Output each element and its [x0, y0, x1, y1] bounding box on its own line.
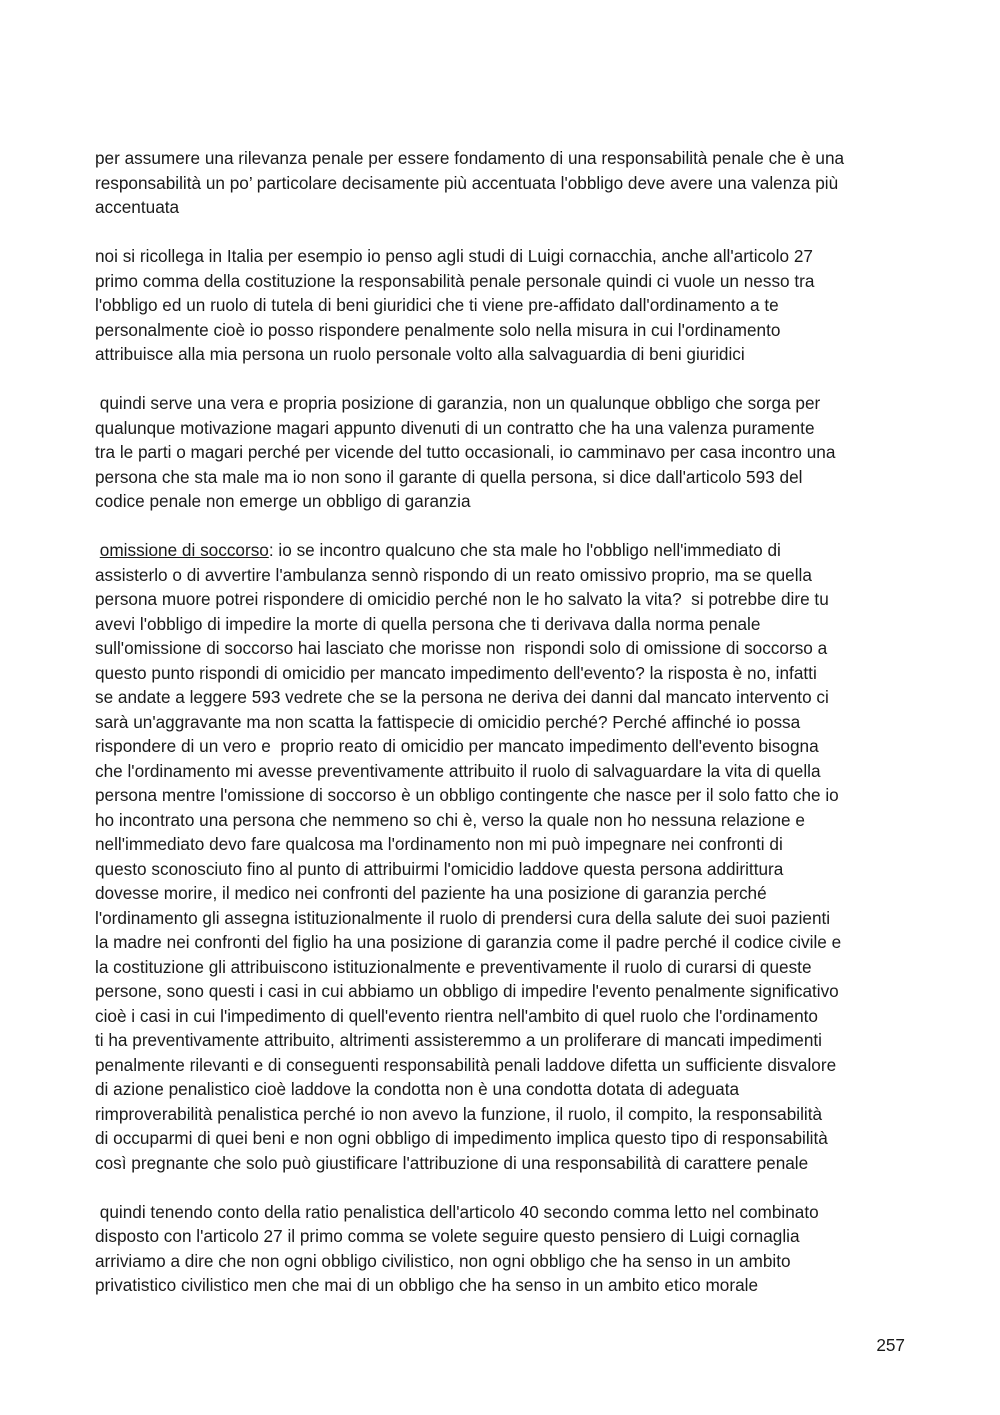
text-line: assisterlo o di avvertire l'ambulanza sennò rispondo di un reato omissivo proprio, ma se quella: [95, 564, 812, 585]
text-line: l'obbligo ed un ruolo di tutela di beni giuridici che ti viene pre-affidato dall'ordinamento a te: [95, 295, 779, 315]
text-line: l'ordinamento gli assegna istituzionalmente il ruolo di prendersi cura della salute dei suoi pazienti: [95, 907, 831, 928]
text-line: [95, 538, 910, 563]
text-line: dovesse morire, il medico nei confronti del paziente ha una posizione di garanzia perché: [95, 883, 767, 903]
text-line: persona mentre l'omissione di soccorso è un obbligo contingente che nasce per il solo fatto che io: [95, 785, 839, 805]
text-line: responsabilità un po’ particolare decisamente più accentuata l'obbligo deve avere una valenza più: [95, 172, 839, 193]
text-line: privatistico civilistico men che mai di un obbligo che ha senso in un ambito etico morale: [95, 1275, 759, 1295]
page-body: [95, 146, 910, 1322]
text-line: se andate a leggere 593 vedrete che se la persona ne deriva dei danni dal mancato intervento ci: [95, 687, 829, 707]
text-line: così pregnante che solo può giustificare l'attribuzione di una responsabilità di carattere penale: [95, 1152, 809, 1173]
paragraph-5: [95, 1200, 910, 1298]
paragraph-1: [95, 146, 910, 220]
section-heading-omissione-di-soccorso: omissione di soccorso: [99, 540, 269, 560]
text-line: questo punto rispondi di omicidio per mancato impedimento dell'evento? la risposta è no, infatti: [95, 662, 817, 683]
text-line: penalmente rilevanti e di conseguenti responsabilità penali laddove difetta un sufficiente disvalore: [95, 1054, 837, 1075]
text-line: la madre nei confronti del figlio ha una posizione di garanzia come il padre perché il codice civile e: [95, 932, 842, 952]
paragraph-4: [95, 538, 910, 1175]
text-line: di occuparmi di quei beni e non ogni obbligo di impedimento implica questo tipo di responsabilità: [95, 1128, 828, 1148]
text-line: nell'immediato devo fare qualcosa ma l'ordinamento non mi può impegnare nei confronti di: [95, 834, 783, 854]
text-line: ho incontrato una persona che nemmeno so chi è, verso la quale non ho nessuna relazione e: [95, 809, 805, 830]
text-line: avevi l'obbligo di impedire la morte di quella persona che ti derivava dalla norma penale: [95, 613, 761, 634]
text-line: attribuisce alla mia persona un ruolo personale volto alla salvaguardia di beni giuridici: [95, 344, 745, 364]
text-line: personalmente cioè io posso rispondere penalmente solo nella misura in cui l'ordinamento: [95, 319, 781, 340]
text-line: quindi serve una vera e propria posizione di garanzia, non un qualunque obbligo che sorga per: [95, 393, 821, 413]
text-line: codice penale non emerge un obbligo di garanzia: [95, 491, 471, 511]
text-line: qualunque motivazione magari appunto divenuti di un contratto che ha una valenza puramente: [95, 417, 815, 438]
paragraph-3: [95, 391, 910, 514]
text-line: la costituzione gli attribuiscono istituzionalmente e preventivamente il ruolo di curarsi di queste: [95, 956, 812, 977]
text-line: accentuata: [95, 197, 180, 217]
text-line: primo comma della costituzione la responsabilità penale personale quindi ci vuole un nesso tra: [95, 270, 815, 291]
text-line: cioè i casi in cui l'impedimento di quell'evento rientra nell'ambito di quel ruolo che l'ordinamento: [95, 1005, 818, 1026]
heading-continuation: : io se incontro qualcuno che sta male ho l'obbligo nell'immediato di: [268, 540, 781, 560]
text-line: noi si ricollega in Italia per esempio io penso agli studi di Luigi cornacchia, anche all'articolo 27: [95, 246, 813, 266]
text-line: persona che sta male ma io non sono il garante di quella persona, si dice dall'articolo 593 del: [95, 466, 803, 487]
text-line: persone, sono questi i casi in cui abbiamo un obbligo di impedire l'evento penalmente significativo: [95, 981, 839, 1001]
text-line: disposto con l'articolo 27 il primo comma se volete seguire questo pensiero di Luigi cornaglia: [95, 1226, 800, 1246]
text-line: di azione penalistico cioè laddove la condotta non è una condotta dotata di adeguata: [95, 1079, 740, 1099]
paragraph-2: [95, 244, 910, 367]
text-line: persona muore potrei rispondere di omicidio perché non le ho salvato la vita? si potrebbe dire tu: [95, 589, 829, 609]
text-line: rimproverabilità penalistica perché io non avevo la funzione, il ruolo, il compito, la responsabilità: [95, 1103, 823, 1124]
text-line: sull'omissione di soccorso hai lasciato che morisse non rispondi solo di omissione di soccorso a: [95, 638, 828, 658]
text-line: rispondere di un vero e proprio reato di omicidio per mancato impedimento dell'evento bisogna: [95, 736, 819, 756]
text-line: sarà un'aggravante ma non scatta la fattispecie di omicidio perché? Perché affinché io possa: [95, 711, 801, 732]
text-line: questo sconosciuto fino al punto di attribuirmi l'omicidio laddove questa persona addirittura: [95, 858, 784, 879]
text-line: tra le parti o magari perché per vicende del tutto occasionali, io camminavo per casa incontro una: [95, 442, 836, 462]
text-line: arriviamo a dire che non ogni obbligo civilistico, non ogni obbligo che ha senso in un ambito: [95, 1250, 791, 1271]
text-line: ti ha preventivamente attribuito, altrimenti assisteremmo a un proliferare di mancati impedimenti: [95, 1030, 822, 1050]
page-number: 257: [876, 1335, 905, 1355]
text-line: quindi tenendo conto della ratio penalistica dell'articolo 40 secondo comma letto nel combinato: [95, 1201, 819, 1222]
text-line: per assumere una rilevanza penale per essere fondamento di una responsabilità penale che è una: [95, 148, 845, 168]
text-line: che l'ordinamento mi avesse preventivamente attribuito il ruolo di salvaguardare la vita di quella: [95, 760, 821, 781]
